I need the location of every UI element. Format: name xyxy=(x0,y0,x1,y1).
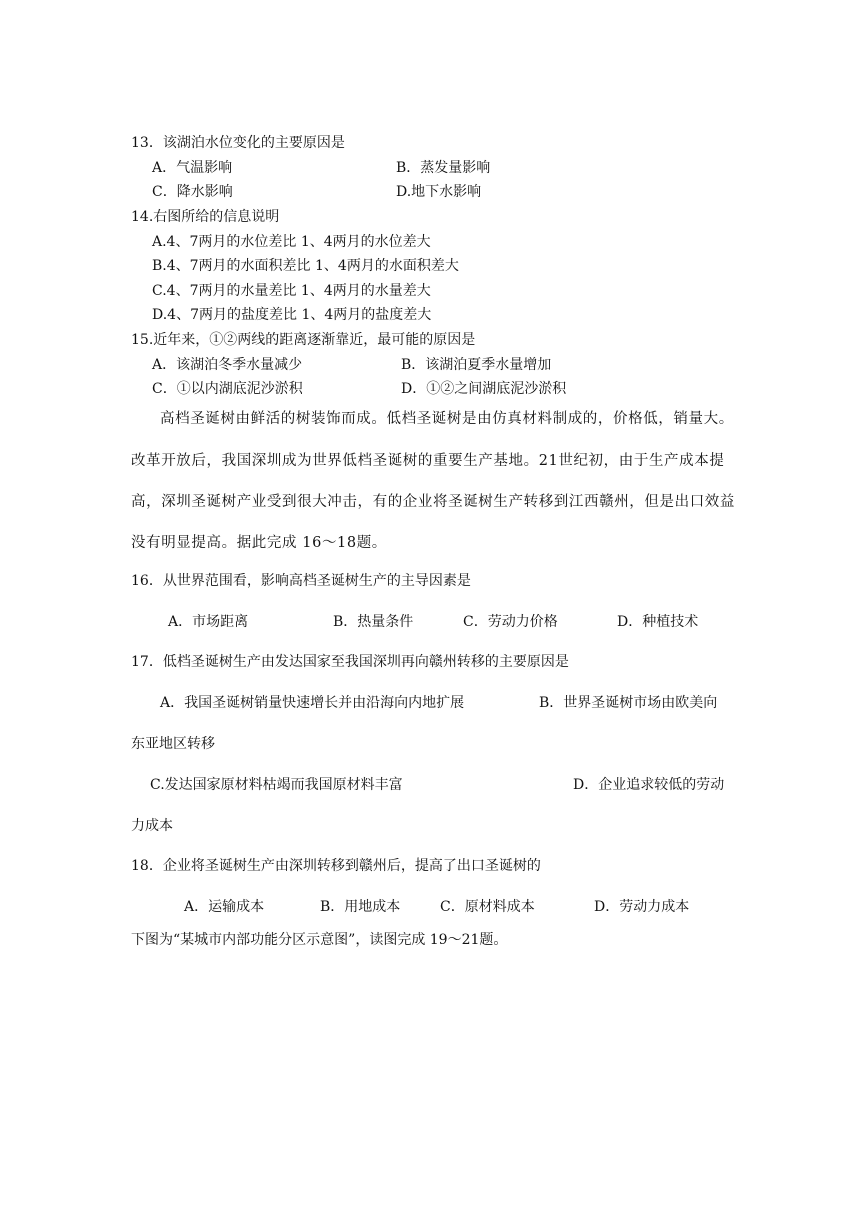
question-15-option-a: A．该湖泊冬季水量减少 xyxy=(152,357,303,373)
question-16-option-c: C．劳动力价格 xyxy=(463,614,558,630)
question-17-stem: 17．低档圣诞树生产由发达国家至我国深圳再向赣州转移的主要原因是 xyxy=(131,654,569,670)
question-14-option-c: C.4、7两月的水量差比 1、4两月的水量差大 xyxy=(152,283,431,299)
question-16-option-b: B．热量条件 xyxy=(333,614,414,630)
question-18-option-a: A．运输成本 xyxy=(184,899,265,915)
question-18-option-b: B．用地成本 xyxy=(320,899,401,915)
question-18-option-c: C．原材料成本 xyxy=(440,899,535,915)
passage-line-2: 改革开放后，我国深圳成为世界低档圣诞树的重要生产基地。21世纪初，由于生产成本提 xyxy=(131,453,725,469)
passage-line-1: 高档圣诞树由鲜活的树装饰而成。低档圣诞树是由仿真材料制成的，价格低，销量大。 xyxy=(160,411,734,427)
question-15-option-c: C．①以内湖底泥沙淤积 xyxy=(152,381,303,397)
question-13-option-b: B．蒸发量影响 xyxy=(396,160,491,176)
question-14-option-d: D.4、7两月的盐度差比 1、4两月的盐度差大 xyxy=(152,307,432,323)
passage-line-4: 没有明显提高。据此完成 16～18题。 xyxy=(131,535,387,551)
question-16-stem: 16．从世界范围看，影响高档圣诞树生产的主导因素是 xyxy=(131,573,471,589)
question-15-option-d: D．①②之间湖底泥沙淤积 xyxy=(401,381,567,397)
question-13-stem: 13．该湖泊水位变化的主要原因是 xyxy=(131,135,345,151)
question-14-option-b: B.4、7两月的水面积差比 1、4两月的水面积差大 xyxy=(152,258,459,274)
question-18-stem: 18．企业将圣诞树生产由深圳转移到赣州后，提高了出口圣诞树的 xyxy=(131,858,541,874)
question-13-option-c: C．降水影响 xyxy=(152,184,233,200)
question-17-option-b: B．世界圣诞树市场由欧美向 xyxy=(539,695,718,711)
passage-line-3: 高，深圳圣诞树产业受到很大冲击，有的企业将圣诞树生产转移到江西赣州，但是出口效益 xyxy=(131,494,735,510)
question-15-option-b: B．该湖泊夏季水量增加 xyxy=(401,357,552,373)
question-16-option-d: D．种植技术 xyxy=(617,614,699,630)
question-17-option-c: C.发达国家原材料枯竭而我国原材料丰富 xyxy=(150,777,403,793)
question-17-option-a: A．我国圣诞树销量快速增长并由沿海向内地扩展 xyxy=(160,695,465,711)
question-17-option-b-continued: 东亚地区转移 xyxy=(131,736,215,752)
question-14-option-a: A.4、7两月的水位差比 1、4两月的水位差大 xyxy=(152,234,431,250)
question-19-21-intro: 下图为“某城市内部功能分区示意图”，读图完成 19～21题。 xyxy=(131,932,508,948)
question-13-option-d: D.地下水影响 xyxy=(396,184,482,200)
question-17-option-d: D．企业追求较低的劳动 xyxy=(573,777,725,793)
question-16-option-a: A．市场距离 xyxy=(168,614,249,630)
question-13-option-a: A．气温影响 xyxy=(152,160,233,176)
question-18-option-d: D．劳动力成本 xyxy=(594,899,690,915)
question-15-stem: 15.近年来，①②两线的距离逐渐靠近，最可能的原因是 xyxy=(131,332,476,348)
question-14-stem: 14.右图所给的信息说明 xyxy=(131,209,280,225)
question-17-option-d-continued: 力成本 xyxy=(131,818,173,834)
